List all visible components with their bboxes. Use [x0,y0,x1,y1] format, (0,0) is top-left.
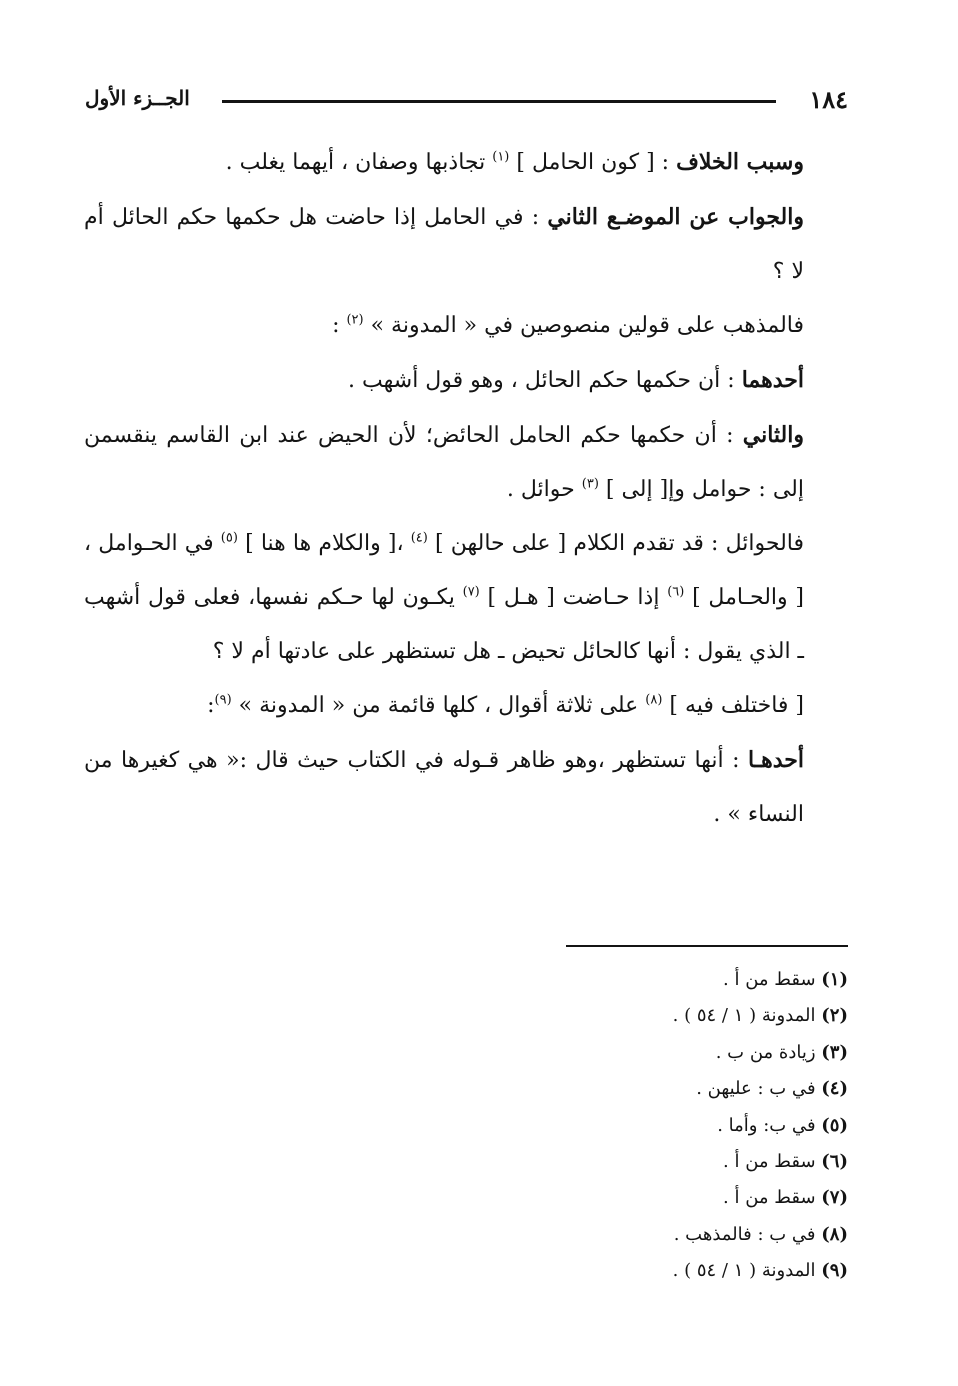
lead-phrase: والثاني [742,422,804,448]
paragraph-text: فالحوائل : قد تقدم الكلام [ على حالهن ] [427,531,804,556]
footnote-ref-5: (٥) [220,530,238,546]
paragraph-text: [ فاختلف فيه ] [662,693,804,718]
footnote-number: (٢) [821,1005,848,1027]
paragraph-text: : [207,693,215,718]
main-text [84,135,848,842]
footnote-ref-9: (٩) [214,692,232,708]
footnote-number: (٨) [821,1223,848,1245]
paragraph-1 [84,135,848,190]
paragraph-text: : في الحامل إذا حاضت هل حكمها حكم الحائل أم لا ؟ [84,205,804,284]
paragraph-4 [84,353,848,408]
footnote-text: زيادة من ب . [715,1041,822,1063]
footnote-text: المدونة ( ١ / ٥٤ ) . [672,1005,822,1027]
paragraph-text: : أن حكمها حكم الحامل الحائض؛ لأن الحيض عند ابن القاسم ينقسمن إلى : حوامل وإ[ إلى ] [84,423,804,502]
footnote-text: في ب: وأما . [717,1114,822,1136]
footnote-number: (١) [821,969,848,990]
footnote-3 [300,1035,848,1071]
footnote-4 [300,1071,848,1107]
footnote-number: (٣) [821,1041,848,1063]
footnote-1 [300,962,848,998]
header-rule [222,100,776,103]
footnote-6 [300,1144,848,1180]
running-header [85,80,848,126]
paragraph-text: على ثلاثة أقوال ، كلها قائمة من « المدونة » [231,693,646,718]
footnote-text: في ب : عليهن . [696,1078,822,1100]
paragraph-text: إذا حـاضت [ هـل ] [479,585,668,610]
lead-phrase: وسبب الخلاف [676,149,804,175]
paragraph-text: : [ كون الحامل ] [509,150,677,175]
footnote-number: (٥) [821,1114,848,1136]
footnote-text: المدونة ( ١ / ٥٤ ) . [672,1260,822,1282]
paragraph-text: ،[ والكلام ها هنا ] [237,531,411,556]
footnote-number: (٩) [821,1260,848,1282]
paragraph-7 [84,679,848,733]
lead-phrase: أحدهما [741,367,804,393]
footnote-rule [566,945,848,947]
footnote-ref-1: (١) [492,149,510,165]
footnote-ref-3: (٣) [581,476,599,492]
paragraph-5 [84,408,848,517]
footnote-text: في ب : فالمذهب . [673,1223,822,1245]
footnote-8 [300,1217,848,1253]
paragraph-2 [84,190,848,299]
paragraph-text: يكـون لها حـكم نفسها، فعلى قول أشهب ـ الذي يقول : أنها كالحائل تحيض ـ هل تستظهر على عادتها أم لا ؟ [84,585,804,664]
paragraph-3 [84,299,848,353]
footnote-ref-8: (٨) [645,692,663,708]
footnote-ref-2: (٢) [346,312,364,328]
footnote-ref-7: (٧) [462,584,480,600]
footnote-number: (٧) [821,1187,848,1209]
paragraph-text: : أنها تستظهر ،وهو ظاهر قـوله في الكتاب حيث قال :« هي كغيرها من النساء » . [84,748,804,827]
paragraph-text: تجاذبها وصفان ، أيهما يغلب . [225,150,493,175]
footnote-number: (٦) [821,1151,848,1173]
footnote-text: سقط من أ . [723,1187,822,1209]
page-number: ١٨٤ [809,85,848,114]
volume-title: الجــزء الأول [85,86,190,110]
footnote-number: (٤) [821,1078,848,1100]
paragraph-text: فالمذهب على قولين منصوصين في « المدونة » [363,313,804,338]
paragraph-text: : [332,313,347,338]
paragraph-6 [84,517,848,679]
footnote-2 [300,998,848,1034]
lead-phrase: أحدهـا [747,747,804,773]
paragraph-text: في الحـوامل ،[ والحـامل ] [84,531,804,610]
lead-phrase: والجواب عن الموضـع الثاني [547,204,804,230]
footnotes [300,962,848,1290]
footnote-5 [300,1108,848,1144]
footnote-7 [300,1180,848,1216]
paragraph-8 [84,733,848,842]
footnote-ref-4: (٤) [410,530,428,546]
paragraph-text: حوائل . [506,477,582,502]
paragraph-text: : أن حكمها حكم الحائل ، وهو قول أشهب . [348,368,742,393]
footnote-ref-6: (٦) [667,584,685,600]
footnote-text: سقط من أ . [723,969,822,990]
footnote-text: سقط من أ . [723,1151,822,1173]
footnote-9 [300,1253,848,1289]
